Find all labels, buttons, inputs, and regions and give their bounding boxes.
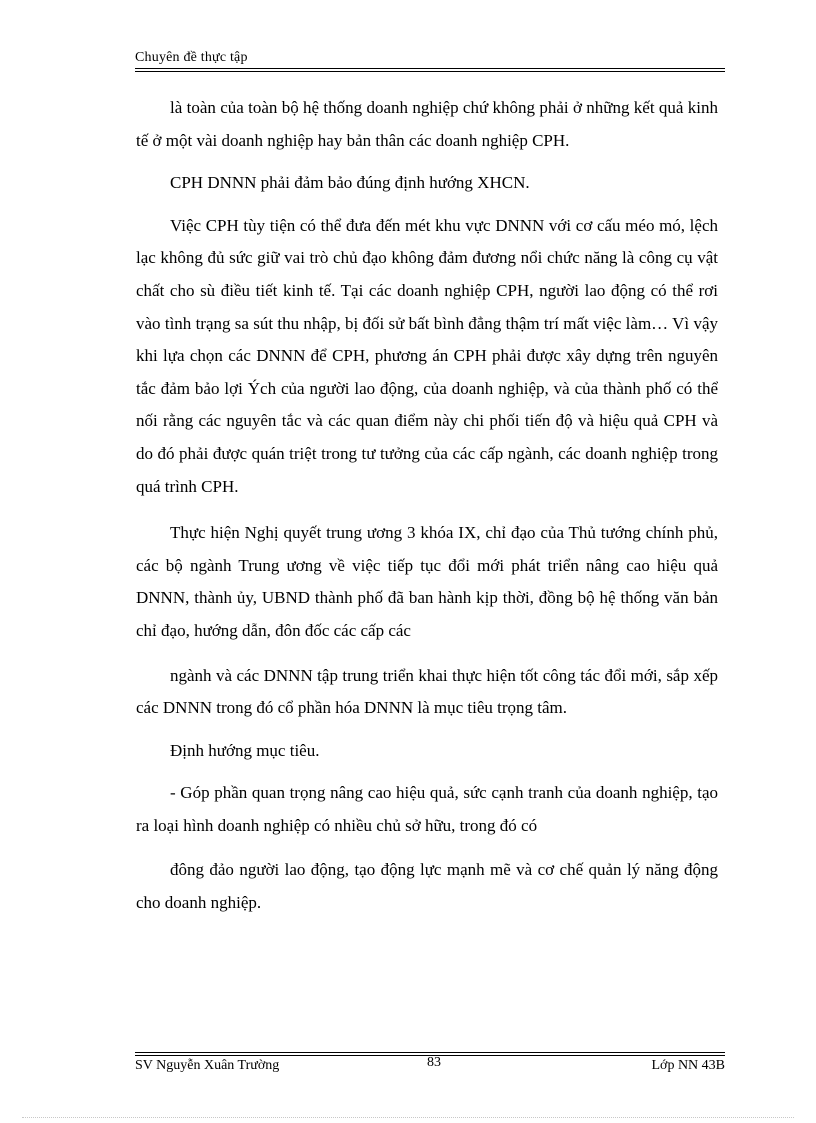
- page-bottom-divider: [22, 1117, 794, 1118]
- paragraph-5: ngành và các DNNN tập trung triển khai thực hiện tốt công tác đổi mới, sắp xếp các DNNN trong đó cổ phần hóa DNNN là mục tiêu trọng tâm.: [136, 665, 718, 718]
- footer-author: SV Nguyễn Xuân Trường: [135, 1058, 280, 1073]
- paragraph-4: Thực hiện Nghị quyết trung ương 3 khóa IX, chỉ đạo của Thủ tướng chính phủ, các bộ ngành Trung ương về việc tiếp tục đổi mới phát triển nâng cao hiệu quả DNNN, thành ủy, UBND thành phố đã ban hành kịp thời, đồng bộ hệ thống văn bản chỉ đạo, hướng dẫn, đôn đốc các cấp các: [136, 523, 718, 640]
- paragraph-1: là toàn của toàn bộ hệ thống doanh nghiệp chứ không phải ở những kết quả kinh tế ở một vài doanh nghiệp hay bản thân các doanh nghiệp CPH.: [136, 98, 718, 150]
- body-text: [136, 92, 718, 920]
- footer-class: Lớp NN 43B: [651, 1058, 725, 1073]
- paragraph-3: Việc CPH tùy tiện có thể đưa đến mét khu vực DNNN với cơ cấu méo mó, lệch lạc không đủ sức giữ vai trò chủ đạo không đảm đương nổi chức năng là công cụ vật chất cho sù điều tiết kinh tế. Tại các doanh nghiệp CPH, người lao động có thể rơi vào tình trạng sa sút thu nhập, bị đối sử bất bình đẳng thậm trí mất việc làm… Vì vậy khi lựa chọn các DNNN để CPH, phương án CPH phải được xây dựng trên nguyên tắc đảm bảo lợi Ých của người lao động, của doanh nghiệp, và của thành phố có thể nối rằng các nguyên tắc và các quan điểm này chi phối tiến độ và hiệu quả CPH và do đó phải được quán triệt trong tư tưởng của các cấp ngành, các doanh nghiệp trong quá trình CPH.: [136, 215, 718, 496]
- paragraph-2: CPH DNNN phải đảm bảo đúng định hướng XHCN.: [170, 173, 530, 193]
- header-rule: [135, 68, 725, 72]
- paragraph-8: đông đảo người lao động, tạo động lực mạnh mẽ và cơ chế quản lý năng động cho doanh nghiệp.: [136, 860, 718, 913]
- page-header: [135, 49, 725, 67]
- page-footer: [135, 1055, 725, 1075]
- paragraph-7: - Góp phần quan trọng nâng cao hiệu quả, sức cạnh tranh của doanh nghiệp, tạo ra loại hình doanh nghiệp có nhiều chủ sở hữu, trong đó có: [136, 783, 718, 835]
- paragraph-6: Định hướng mục tiêu.: [170, 740, 320, 760]
- footer-page-number: 83: [427, 1055, 441, 1070]
- header-title: Chuyên đề thực tập: [135, 50, 248, 65]
